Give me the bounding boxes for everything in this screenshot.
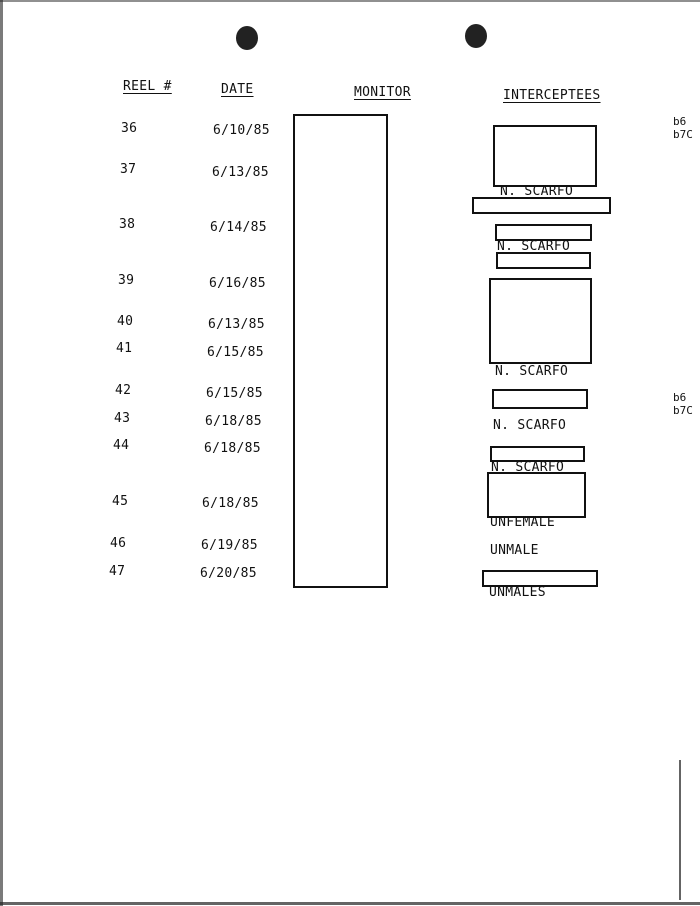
- interceptee-name: UNFEMALE: [490, 515, 556, 530]
- date-value: 6/18/85: [204, 441, 261, 456]
- interceptee-name: UNMALE: [490, 543, 539, 558]
- punch-hole-right: [465, 24, 487, 48]
- exemption-note-top-b6: b6: [673, 115, 687, 128]
- header-date: DATE: [221, 82, 254, 97]
- exemption-note-mid-b6: b6: [673, 391, 687, 404]
- scan-edge-top: [0, 0, 700, 2]
- reel-number: 36: [121, 121, 138, 136]
- header-interceptees: INTERCEPTEES: [503, 88, 601, 103]
- interceptee-redaction-box: [496, 252, 591, 269]
- date-value: 6/14/85: [210, 220, 267, 235]
- punch-hole-left: [236, 26, 258, 50]
- reel-number: 46: [110, 536, 127, 551]
- exemption-note-top-b7c: b7C: [673, 128, 693, 141]
- date-value: 6/15/85: [207, 345, 264, 360]
- monitor-redaction-box: [293, 114, 388, 588]
- interceptee-name: N. SCARFO: [493, 418, 567, 433]
- date-value: 6/19/85: [201, 538, 258, 553]
- interceptee-redaction-box: [493, 125, 597, 187]
- interceptee-redaction-box: [487, 472, 586, 518]
- reel-number: 38: [119, 217, 136, 232]
- reel-number: 37: [120, 162, 137, 177]
- reel-number: 39: [118, 273, 135, 288]
- scan-edge-bottom: [0, 902, 700, 905]
- date-value: 6/10/85: [213, 123, 270, 138]
- exemption-note-mid-b7c: b7C: [673, 404, 693, 417]
- scan-edge-left: [0, 0, 3, 906]
- interceptee-redaction-box: [492, 389, 588, 409]
- date-value: 6/16/85: [209, 276, 266, 291]
- scan-edge-right: [679, 760, 681, 900]
- header-reel: REEL #: [123, 79, 172, 94]
- interceptee-name: UNMALES: [489, 585, 546, 600]
- date-value: 6/13/85: [208, 317, 265, 332]
- reel-number: 44: [113, 438, 130, 453]
- interceptee-redaction-box: [489, 278, 592, 364]
- reel-number: 40: [117, 314, 134, 329]
- date-value: 6/15/85: [206, 386, 263, 401]
- reel-number: 42: [115, 383, 132, 398]
- date-value: 6/20/85: [200, 566, 257, 581]
- interceptee-name: N. SCARFO: [495, 364, 569, 379]
- date-value: 6/18/85: [202, 496, 259, 511]
- reel-number: 43: [114, 411, 131, 426]
- reel-number: 41: [116, 341, 133, 356]
- interceptee-name: N. SCARFO: [500, 184, 574, 199]
- interceptee-name: N. SCARFO: [497, 239, 571, 254]
- interceptee-redaction-box: [472, 197, 611, 214]
- reel-number: 45: [112, 494, 129, 509]
- interceptee-name: N. SCARFO: [491, 460, 565, 475]
- header-monitor: MONITOR: [354, 85, 411, 100]
- date-value: 6/13/85: [212, 165, 269, 180]
- reel-number: 47: [109, 564, 126, 579]
- date-value: 6/18/85: [205, 414, 262, 429]
